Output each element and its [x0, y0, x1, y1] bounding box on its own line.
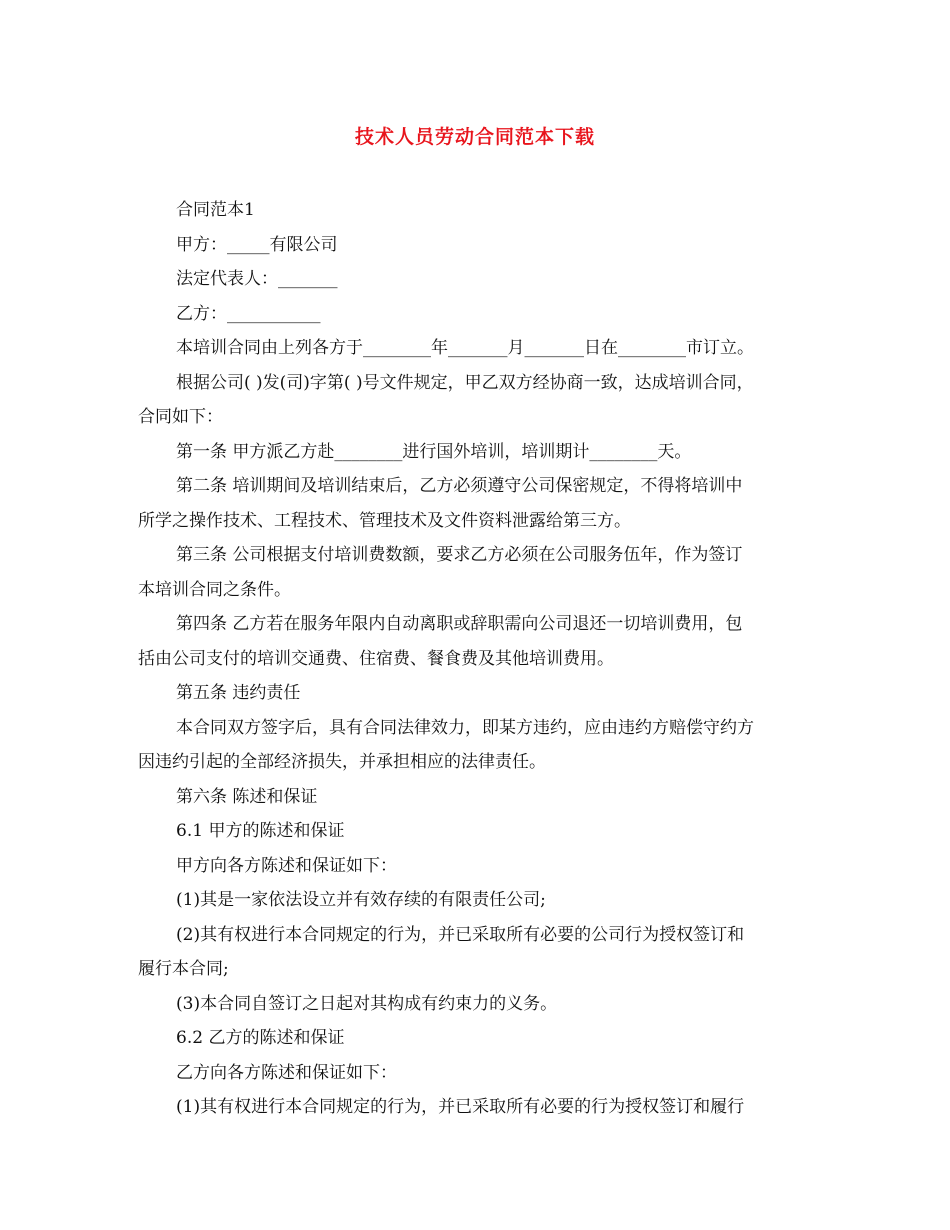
paragraph-line: 本合同双方签字后，具有合同法律效力，即某方违约，应由违约方赔偿守约方 [176, 717, 754, 738]
paragraph-line: 第三条 公司根据支付培训费数额，要求乙方必须在公司服务伍年，作为签订 [176, 545, 743, 565]
paragraph-line: 合同如下： [138, 407, 223, 427]
paragraph-line: (1)其有权进行本合同规定的行为，并已采取所有必要的行为授权签订和履行 [176, 1097, 745, 1117]
paragraph-line: 甲方：_____有限公司 [176, 234, 338, 255]
paragraph-line: 履行本合同; [138, 959, 229, 979]
paragraph-line: 第一条 甲方派乙方赴________进行国外培训，培训期计________天。 [176, 441, 692, 462]
paragraph-line: 第二条 培训期间及培训结束后，乙方必须遵守公司保密规定，不得将培训中 [176, 476, 743, 496]
paragraph-line: 第六条 陈述和保证 [176, 786, 318, 807]
paragraph-line: 括由公司支付的培训交通费、住宿费、餐食费及其他培训费用。 [138, 648, 614, 669]
paragraph-line: 根据公司( )发(司)字第( )号文件规定，甲乙双方经协商一致，达成培训合同， [176, 372, 754, 393]
paragraph-line: (2)其有权进行本合同规定的行为，并已采取所有必要的公司行为授权签订和 [176, 924, 745, 945]
paragraph-line: 所学之操作技术、工程技术、管理技术及文件资料泄露给第三方。 [138, 510, 631, 531]
paragraph-line: 6.1 甲方的陈述和保证 [176, 821, 345, 841]
paragraph-line: 合同范本1 [176, 200, 255, 220]
paragraph-line: 本培训合同之条件。 [138, 579, 291, 600]
paragraph-line: 乙方：___________ [176, 303, 321, 324]
paragraph-line: 甲方向各方陈述和保证如下： [176, 855, 397, 876]
paragraph-line: 第四条 乙方若在服务年限内自动离职或辞职需向公司退还一切培训费用，包 [176, 614, 743, 634]
paragraph-line: 乙方向各方陈述和保证如下： [176, 1062, 397, 1083]
paragraph-line: (3)本合同自签订之日起对其构成有约束力的义务。 [176, 993, 558, 1014]
paragraph-line: 法定代表人：_______ [176, 269, 338, 289]
paragraph-line: (1)其是一家依法设立并有效存续的有限责任公司; [176, 890, 546, 910]
paragraph-line: 第五条 违约责任 [176, 683, 301, 703]
paragraph-line: 6.2 乙方的陈述和保证 [176, 1028, 345, 1048]
document-title: 技术人员劳动合同范本下载 [354, 126, 595, 148]
paragraph-line: 因违约引起的全部经济损失，并承担相应的法律责任。 [138, 752, 546, 772]
paragraph-line: 本培训合同由上列各方于________年_______月_______日在________市订立。 [176, 338, 754, 358]
document-body [138, 193, 818, 1125]
